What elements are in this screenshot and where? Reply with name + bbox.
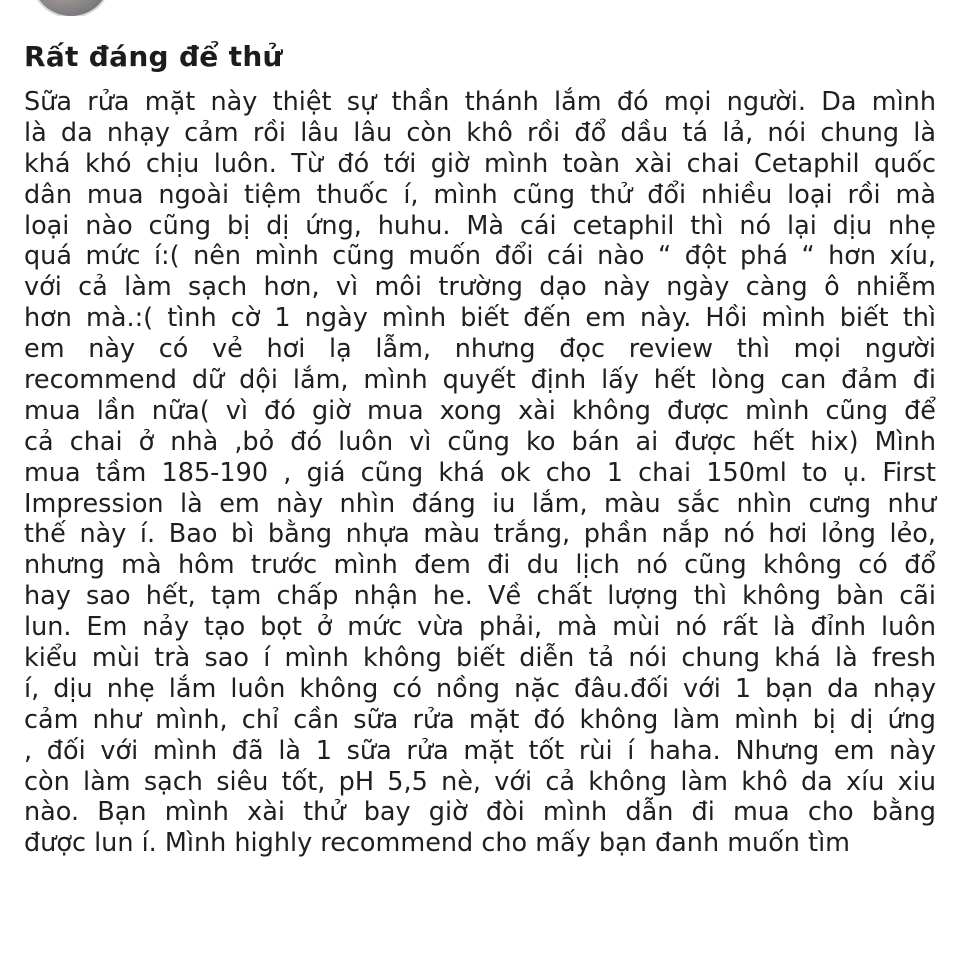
- review-line: còn làm sạch siêu tốt, pH 5,5 nè, với cả không làm khô da xíu xiu: [24, 766, 936, 797]
- review-line: cả chai ở nhà ,bỏ đó luôn vì cũng ko bán ai được hết hix) Mình: [24, 426, 936, 457]
- review-line: , đối với mình đã là 1 sữa rửa mặt tốt rùi í haha. Nhưng em này: [24, 735, 936, 766]
- review-line: với cả làm sạch hơn, vì môi trường dạo này ngày càng ô nhiễm: [24, 272, 936, 303]
- review-line: quá mức í:( nên mình cũng muốn đổi cái nào “ đột phá “ hơn xíu,: [24, 241, 936, 272]
- review-line: nhưng mà hôm trước mình đem đi du lịch nó cũng không có đổ: [24, 550, 936, 581]
- review-line: mua tầm 185-190 , giá cũng khá ok cho 1 chai 150ml to ụ. First: [24, 457, 936, 488]
- review-line: em này có vẻ hơi lạ lẫm, nhưng đọc review thì mọi người: [24, 334, 936, 365]
- avatar-container: [30, 0, 112, 16]
- review-line: được lun í. Mình highly recommend cho mấy bạn đanh muốn tìm: [24, 828, 850, 859]
- review-body: [24, 87, 936, 859]
- review-line: hay sao hết, tạm chấp nhận he. Về chất lượng thì không bàn cãi: [24, 581, 936, 612]
- review-line: khá khó chịu luôn. Từ đó tới giờ mình toàn xài chai Cetaphil quốc: [24, 148, 936, 179]
- review-line: dân mua ngoài tiệm thuốc í, mình cũng thử đổi nhiều loại rồi mà: [24, 179, 936, 210]
- review-line: Impression là em này nhìn đáng iu lắm, màu sắc nhìn cưng như: [24, 488, 936, 519]
- review-line: recommend dữ dội lắm, mình quyết định lấy hết lòng can đảm đi: [24, 365, 936, 396]
- review-line: kiểu mùi trà sao í mình không biết diễn tả nói chung khá là fresh: [24, 643, 936, 674]
- review-line: loại nào cũng bị dị ứng, huhu. Mà cái cetaphil thì nó lại dịu nhẹ: [24, 210, 936, 241]
- review-line: hơn mà.:( tình cờ 1 ngày mình biết đến em này. Hồi mình biết thì: [24, 303, 936, 334]
- review-line: là da nhạy cảm rồi lâu lâu còn khô rồi đổ dầu tá lả, nói chung là: [24, 117, 936, 148]
- review-line: nào. Bạn mình xài thử bay giờ đòi mình dẫn đi mua cho bằng: [24, 797, 936, 828]
- review-line: lun. Em nảy tạo bọt ở mức vừa phải, mà mùi nó rất là đỉnh luôn: [24, 612, 936, 643]
- review-line: cảm như mình, chỉ cần sữa rửa mặt đó không làm mình bị dị ứng: [24, 704, 936, 735]
- review-line: thế này í. Bao bì bằng nhựa màu trắng, phần nắp nó hơi lỏng lẻo,: [24, 519, 936, 550]
- review-line: mua lần nữa( vì đó giờ mua xong xài không được mình cũng để: [24, 395, 936, 426]
- avatar[interactable]: [30, 0, 112, 16]
- review-line: Sữa rửa mặt này thiệt sự thần thánh lắm đó mọi người. Da mình: [24, 87, 936, 117]
- review-title: Rất đáng để thử: [24, 40, 283, 73]
- review-line: í, dịu nhẹ lắm luôn không có nồng nặc đâu.đối với 1 bạn da nhạy: [24, 673, 936, 704]
